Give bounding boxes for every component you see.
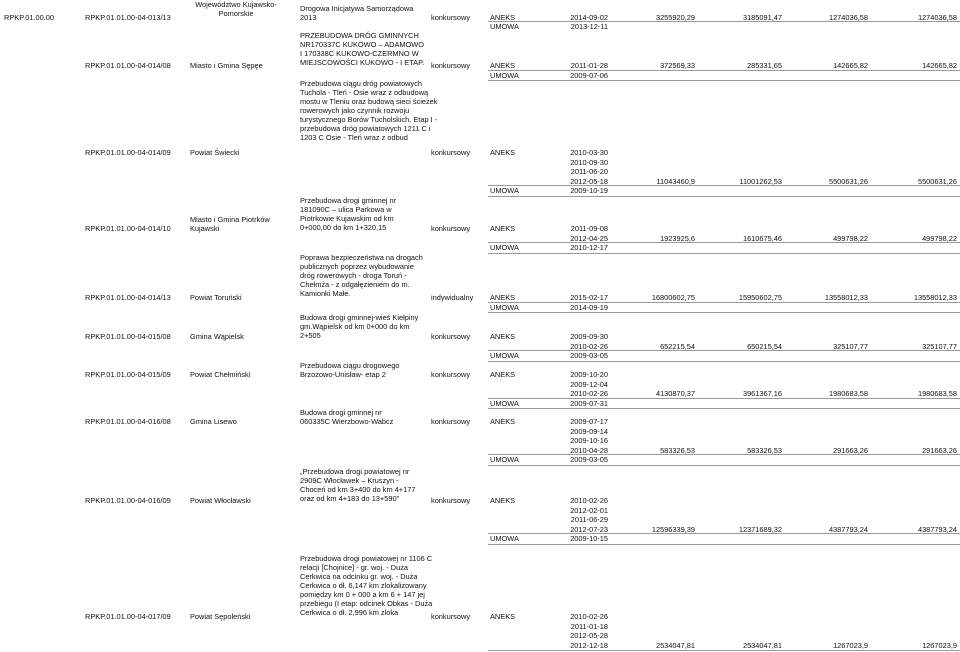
project-title: Drogowa Inicjatywa Samorządowa 2013 [300, 4, 414, 22]
stage-date: 2010-02-26 [570, 389, 608, 398]
eligible-value: 650215,54 [747, 341, 782, 351]
efrr-value: 5500631,26 [917, 176, 957, 186]
project-code: RPKP.01.01.00-04-013/13 [85, 13, 171, 22]
cofinancing-value: 5500631,26 [828, 176, 868, 186]
stage-label: UMOWA [490, 186, 519, 195]
stage-date: 2009-07-31 [570, 398, 608, 408]
eligible-value: 583326,53 [747, 445, 782, 455]
selection-mode: konkursowy [431, 496, 471, 505]
total-value: 652215,54 [660, 341, 695, 351]
project-beneficiary: Miasto i Gmina Piotrków Kujawski [190, 215, 270, 233]
stage-date: 2009-10-15 [570, 534, 608, 543]
cofinancing-value: 1980683,58 [828, 389, 868, 398]
total-value: 372569,33 [660, 61, 695, 70]
stage-date: 2009-03-05 [570, 351, 608, 360]
stage-label: ANEKS [490, 417, 516, 426]
stage-date: 2012-05-28 [570, 631, 608, 640]
row-divider [488, 408, 960, 409]
total-value: 2534047,81 [655, 640, 695, 650]
cofinancing-value: 1274036,58 [828, 13, 868, 22]
project-title: „Przebudowa drogi powiatowej nr 2909C Włocławek – Kruszyn - Choceń od km 3+400 do km 4+177 oraz od km 4+183 do 13+590” [300, 467, 416, 503]
project-code: RPKP.01.01.00-04-015/09 [85, 370, 171, 379]
total-value: 4130870,37 [655, 389, 695, 398]
cofinancing-value: 1267023,9 [833, 640, 868, 650]
stage-date: 2009-10-19 [570, 186, 608, 195]
total-value: 1923925,6 [660, 233, 695, 243]
stage-label: ANEKS [490, 61, 516, 70]
project-code: RPKP.01.01.00-04-014/10 [85, 224, 171, 233]
stage-date: 2011-09-08 [570, 224, 608, 233]
project-code: RPKP.01.01.00-04-014/08 [85, 61, 171, 70]
stage-date: 2012-12-18 [570, 640, 608, 650]
stage-date: 2013-12-11 [570, 22, 608, 31]
efrr-value: 13558012,33 [913, 293, 957, 302]
project-beneficiary: Gmina Wąpielsk [190, 332, 244, 341]
project-code: RPKP.01.01.00-04-015/08 [85, 332, 171, 341]
stage-label: ANEKS [490, 293, 516, 302]
project-title: Przebudowa ciągu drogowego Brzozowo-Unisław- etap 2 [300, 361, 400, 379]
stage-date: 2011-06-29 [570, 515, 608, 524]
selection-mode: konkursowy [431, 13, 471, 22]
stage-date: 2010-02-26 [570, 612, 608, 621]
stage-label: UMOWA [490, 534, 519, 543]
stage-date: 2009-07-17 [570, 417, 608, 426]
total-value: 11043460,9 [656, 176, 695, 186]
project-beneficiary: Powiat Chełmiński [190, 370, 251, 379]
row-divider [488, 80, 960, 81]
stage-date: 2012-05-18 [570, 176, 608, 186]
project-title: Poprawa bezpieczeństwa na drogach publicznych poprzez wybudowanie dróg rowerowych - droga Toruń - Chełmża - z odgałęzieniem do m. Kamionki Małe. [300, 253, 423, 298]
efrr-value: 1980683,58 [917, 389, 957, 398]
stage-date: 2011-01-18 [570, 621, 608, 631]
stage-date: 2014-09-19 [570, 302, 608, 312]
stage-label: ANEKS [490, 370, 516, 379]
stage-date: 2015-02-17 [570, 293, 608, 302]
stage-date: 2014-09-02 [570, 13, 608, 22]
row-divider [488, 650, 960, 651]
stage-date: 2012-02-01 [570, 505, 608, 515]
stage-date: 2009-10-20 [570, 370, 608, 379]
efrr-value: 1267023,9 [922, 640, 957, 650]
efrr-value: 1274036,58 [917, 13, 957, 22]
stage-date: 2012-04-25 [570, 233, 608, 243]
stage-date: 2009-09-30 [570, 332, 608, 341]
efrr-value: 142665,82 [922, 61, 957, 70]
stage-date: 2009-10-16 [570, 436, 608, 445]
project-title: Przebudowa ciągu dróg powiatowych Tuchola - Tleń - Osie wraz z odbudową mostu w Tleniu oraz budową sieci ścieżek rowerowych jako czynnik rozwoju turystycznego Borów Tucholskich. Etap I - przebudowa dróg powiatowych 1211 C i 1203 C Osie - Tleń wraz z odbud [300, 79, 438, 142]
efrr-value: 325107,77 [922, 341, 957, 351]
efrr-value: 499798,22 [922, 233, 957, 243]
stage-label: UMOWA [490, 398, 519, 408]
selection-mode: konkursowy [431, 224, 471, 233]
cofinancing-value: 291663,26 [833, 445, 868, 455]
stage-date: 2009-12-04 [570, 379, 608, 389]
stage-label: UMOWA [490, 455, 519, 464]
stage-date: 2012-07-23 [570, 524, 608, 534]
eligible-value: 12371689,32 [738, 524, 782, 534]
stage-label: UMOWA [490, 70, 519, 80]
selection-mode: konkursowy [431, 417, 471, 426]
stage-date: 2010-09-30 [570, 157, 608, 167]
eligible-value: 1610675,46 [742, 233, 782, 243]
eligible-value: 2534047,81 [742, 640, 782, 650]
total-value: 12596339,39 [651, 524, 695, 534]
row-divider [488, 544, 960, 545]
selection-mode: konkursowy [431, 61, 471, 70]
cofinancing-value: 142665,82 [833, 61, 868, 70]
project-title: Budowa drogi gminnej-wieś Kiełpiny gm.Wąpielsk od km 0+000 do km 2+505 [300, 313, 419, 340]
stage-date: 2010-02-26 [570, 496, 608, 505]
stage-label: UMOWA [490, 302, 519, 312]
efrr-value: 4387793,24 [917, 524, 957, 534]
stage-date: 2009-03-05 [570, 455, 608, 464]
stage-label: UMOWA [490, 22, 519, 31]
eligible-value: 285331,65 [747, 61, 782, 70]
stage-label: UMOWA [490, 351, 519, 360]
stage-label: ANEKS [490, 13, 516, 22]
project-beneficiary: Powiat Toruński [190, 293, 242, 302]
project-title: PRZEBUDOWA DRÓG GMINNYCH NR170337C KUKOWO – ADAMOWO I 170338C KUKOWO-CZERMNO W MIEJSCOWOŚCI KUKOWO - I ETAP. [300, 31, 425, 67]
eligible-value: 11001262,53 [739, 176, 782, 186]
selection-mode: indywidualny [431, 293, 474, 302]
row-divider [488, 312, 960, 313]
row-divider [488, 465, 960, 466]
project-beneficiary: Miasto i Gmina Sępęe [190, 61, 263, 70]
eligible-value: 3961367,16 [742, 389, 782, 398]
total-value: 3255920,29 [655, 13, 695, 22]
row-divider [488, 253, 960, 254]
stage-label: ANEKS [490, 148, 516, 157]
stage-date: 2010-02-26 [570, 341, 608, 351]
efrr-value: 291663,26 [922, 445, 957, 455]
project-beneficiary: Województwo Kujawsko-Pomorskie [195, 0, 277, 18]
stage-label: ANEKS [490, 496, 516, 505]
selection-mode: konkursowy [431, 332, 471, 341]
program-code: RPKP.01.00.00 [4, 13, 54, 22]
row-divider [488, 361, 960, 362]
stage-label: ANEKS [490, 612, 516, 621]
row-divider [488, 196, 960, 197]
stage-date: 2010-03-30 [570, 148, 608, 157]
eligible-value: 15950602,75 [738, 293, 782, 302]
project-title: Budowa drogi gminnej nr 060335C Wierzbowo-Wabcz [300, 408, 394, 426]
stage-date: 2011-01-28 [570, 61, 608, 70]
project-code: RPKP.01.01.00-04-017/09 [85, 612, 171, 621]
selection-mode: konkursowy [431, 612, 471, 621]
project-title: Przebudowa drogi gminnej nr 181090C – ulica Parkowa w Piotrkowie Kujawskim od km 0+000,00 do km 1+320,15 [300, 196, 397, 232]
project-code: RPKP.01.01.00-04-014/13 [85, 293, 171, 302]
project-beneficiary: Gmina Lisewo [190, 417, 237, 426]
cofinancing-value: 13558012,33 [824, 293, 868, 302]
stage-date: 2011-06-20 [570, 167, 608, 176]
project-beneficiary: Powiat Świecki [190, 148, 240, 157]
project-code: RPKP.01.01.00-04-014/09 [85, 148, 171, 157]
stage-date: 2010-04-28 [570, 445, 608, 455]
selection-mode: konkursowy [431, 148, 471, 157]
cofinancing-value: 325107,77 [833, 341, 868, 351]
stage-date: 2009-07-06 [570, 70, 608, 80]
project-beneficiary: Powiat Włocławski [190, 496, 251, 505]
project-beneficiary: Powiat Sępoleński [190, 612, 251, 621]
project-code: RPKP.01.01.00-04-016/08 [85, 417, 171, 426]
stage-date: 2010-12-17 [570, 243, 608, 252]
total-value: 16800602,75 [651, 293, 695, 302]
cofinancing-value: 499798,22 [833, 233, 868, 243]
stage-label: ANEKS [490, 224, 516, 233]
cofinancing-value: 4387793,24 [828, 524, 868, 534]
total-value: 583326,53 [660, 445, 695, 455]
stage-label: ANEKS [490, 332, 516, 341]
project-title: Przebudowa drogi powiatowej nr 1106 C relacji [Chojnice] - gr. woj. - Duża Cerkwica na odcinku gr. woj. - Duża Cerkwica o dł. 6,147 km zlokalizowany pomiędzy km 0 + 000 a km 6 + 147 jej przebiegu (I etap: odcinek Obkas - Duża Cerkwica o dł. 2,996 km zloka [300, 554, 433, 617]
eligible-value: 3185091,47 [742, 13, 782, 22]
stage-label: UMOWA [490, 243, 519, 252]
project-code: RPKP.01.01.00-04-016/09 [85, 496, 171, 505]
selection-mode: konkursowy [431, 370, 471, 379]
stage-date: 2009-09-14 [570, 426, 608, 436]
